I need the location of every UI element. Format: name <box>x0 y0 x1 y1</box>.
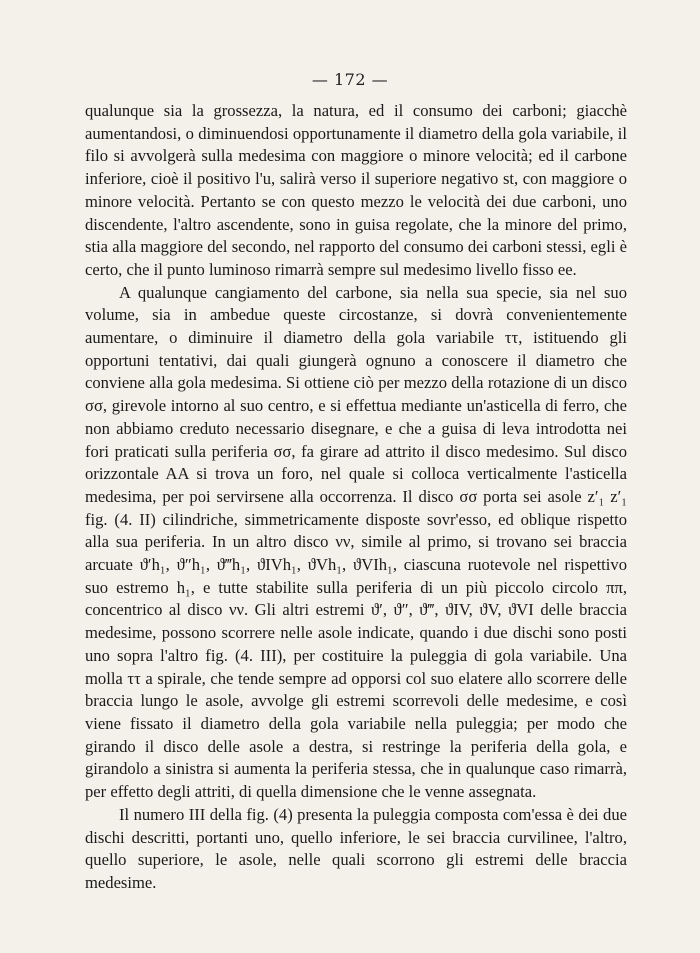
paragraph-1: qualunque sia la grossezza, la natura, ed il consumo dei carboni; giacchè aumentandosi, o diminuendosi opportunamente il diametro della gola variabile, il filo si avvolgerà sulla medesima con maggiore o minore velocità; ed il carbone inferiore, cioè il positivo l'u, salirà verso il superiore negativo st, con maggiore o minore velocità. Pertanto se con questo mezzo le velocità dei due carboni, uno discendente, l'altro ascendente, sono in guisa regolate, che la minore del primo, stia alla maggiore del secondo, nel rapporto del consumo dei carboni stessi, egli è certo, che il punto luminoso rimarrà sempre sul medesimo livello fisso ee. <box>85 101 627 279</box>
page-body <box>85 100 627 895</box>
paragraph-2: A qualunque cangiamento del carbone, sia nella sua specie, sia nel suo volume, sia in ambedue queste circostanze, si dovrà convenientemente aumentare, o diminuire il diametro della gola variabile ττ, istituendo gli opportuni tentativi, dai quali giungerà ognuno a conoscere il diametro che conviene alla gola medesima. Si ottiene ciò per mezzo della rotazione di un disco σσ, girevole intorno al suo centro, e si effettua mediante un'asticella di ferro, che non abbiamo creduto necessario disegnare, e che a guisa di leva introdotta nei fori praticati sulla periferia σσ, fa girare ad attrito il disco medesimo. Sul disco orizzontale AA si trova un foro, nel quale si colloca verticalmente l'asticella medesima, per poi servirsene alla occorrenza. Il disco σσ porta sei asole z′₁ z′₁ fig. (4. II) cilindriche, simmetricamente disposte sovr'esso, ed oblique rispetto alla sua periferia. In un altro disco νν, simile al primo, si trovano sei braccia arcuate ϑ′h₁, ϑ″h₁, ϑ‴h₁, ϑIVh₁, ϑVh₁, ϑVIh₁, ciascuna ruotevole nel rispettivo suo estremo h₁, e tutte stabilite sulla periferia di un più piccolo circolo ππ, concentrico al disco νν. Gli altri estremi ϑ′, ϑ″, ϑ‴, ϑIV, ϑV, ϑVI delle braccia medesime, possono scorrere nelle asole indicate, quando i due dischi sono posti uno sopra l'altro fig. (4. III), per costituire la puleggia di gola variabile. Una molla ττ a spirale, che tende sempre ad opporsi col suo elatere allo scorrere delle braccia lungo le asole, avvolge gli estremi scorrevoli delle medesime, e così viene fissato il diametro della gola variabile nella puleggia; per modo che girando il disco delle asole a destra, si restringe la periferia della gola, e girandolo a sinistra si aumenta la periferia stessa, che in qualunque caso rimarrà, per effetto degli attriti, di quella dimensione che le venne assegnata. <box>85 282 627 802</box>
page-number: — 172 — <box>311 70 389 89</box>
paragraph-3: Il numero III della fig. (4) presenta la puleggia composta com'essa è dei due dischi descritti, portanti uno, quello inferiore, le sei braccia curvilinee, l'altro, quello superiore, le asole, nelle quali scorrono gli estremi delle braccia medesime. <box>85 804 627 892</box>
